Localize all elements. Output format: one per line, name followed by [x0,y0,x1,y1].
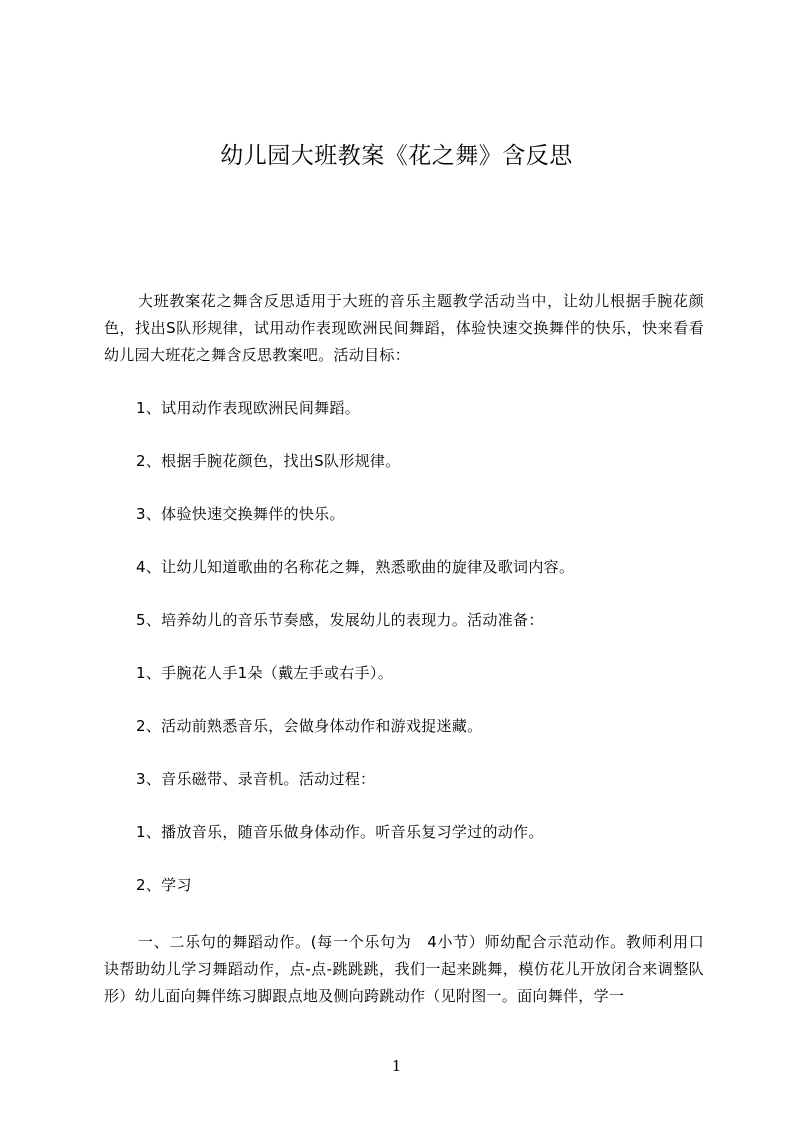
list-item: 3、音乐磁带、录音机。活动过程： [136,770,376,788]
intro-paragraph: 大班教案花之舞含反思适用于大班的音乐主题教学活动当中，让幼儿根据手腕花颜色，找出S队形规律，试用动作表现欧洲民间舞蹈，体验快速交换舞伴的快乐，快来看看幼儿园大班花之舞含反思教案吧。活动目标： [104,292,704,364]
list-item: 1、播放音乐，随音乐做身体动作。听音乐复习学过的动作。 [136,823,544,841]
list-item: 2、根据手腕花颜色，找出S队形规律。 [136,452,401,470]
document-title: 幼儿园大班教案《花之舞》含反思 [220,143,573,169]
list-item: 1、试用动作表现欧洲民间舞蹈。 [136,399,361,417]
list-item: 2、活动前熟悉音乐，会做身体动作和游戏捉迷藏。 [136,717,483,735]
list-item: 2、学习 [136,876,192,894]
step-paragraph: 一、二乐句的舞蹈动作。(每一个乐句为 4小节）师幼配合示范动作。教师利用口诀帮助幼儿学习舞蹈动作，点-点-跳跳跳，我们一起来跳舞，模仿花儿开放闭合来调整队形）幼儿面向舞伴练习脚跟点地及侧向跨跳动作（见附图一。面向舞伴，学一 [104,933,704,1005]
list-item: 1、手腕花人手1朵（戴左手或右手）。 [136,664,393,682]
list-item: 5、培养幼儿的音乐节奏感，发展幼儿的表现力。活动准备： [136,611,544,629]
list-item: 4、让幼儿知道歌曲的名称花之舞，熟悉歌曲的旋律及歌词内容。 [136,558,575,576]
page-number: 1 [391,1057,402,1075]
list-item: 3、体验快速交换舞伴的快乐。 [136,505,345,523]
